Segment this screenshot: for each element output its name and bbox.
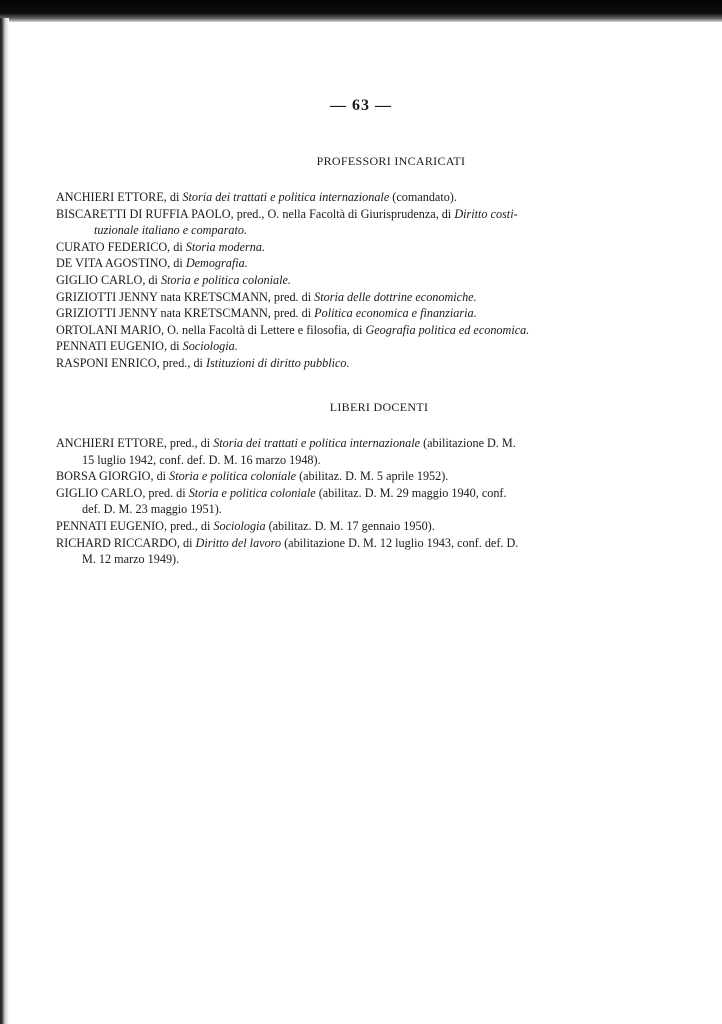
list-item: [56, 322, 676, 339]
entry-subject: Storia e politica coloniale: [169, 469, 297, 484]
entry-text: nata KRETSCMANN, pred. di: [157, 289, 315, 304]
entry-subject: Diritto costi-: [454, 206, 518, 221]
entry-name: ANCHIERI ETTORE: [56, 190, 164, 204]
entry-text: , di: [163, 190, 183, 204]
entry-text: , pred. di: [142, 485, 189, 500]
entry-tail: (abilitaz. D. M. 17 gennaio 1950).: [265, 518, 435, 533]
entry-subject: Diritto del lavoro: [195, 535, 282, 550]
entry-name: GRIZIOTTI JENNY: [56, 306, 158, 321]
liberi-docenti-list: [56, 435, 676, 568]
entry-tail: (comandato).: [389, 190, 457, 204]
entry-text: , pred., O. nella Facoltà di Giurisprudenza, di: [230, 206, 455, 221]
entry-tail: (abilitazione D. M. 12 luglio 1943, conf. def. D.: [281, 535, 519, 550]
list-item: [56, 255, 676, 272]
entry-name: RICHARD RICCARDO: [56, 535, 177, 550]
entry-continuation: tuzionale italiano e comparato.: [94, 223, 248, 238]
entry-text: , di: [167, 239, 186, 254]
list-item: [56, 305, 676, 322]
entry-name: CURATO FEDERICO: [56, 239, 168, 254]
entry-continuation: M. 12 marzo 1949).: [82, 552, 180, 567]
entry-name: ANCHIERI ETTORE: [56, 436, 164, 450]
scan-left-border: [0, 18, 9, 1024]
list-item: [56, 535, 676, 568]
entry-subject: Sociologia: [213, 518, 266, 533]
entry-text: , di: [167, 256, 186, 271]
section-heading-professori: PROFESSORI INCARICATI: [316, 154, 466, 168]
list-item: [56, 338, 676, 355]
entry-name: GIGLIO CARLO: [56, 272, 143, 287]
entry-text: , O. nella Facoltà di Lettere e filosofia, di: [161, 322, 366, 337]
entry-subject: Demografia.: [185, 256, 248, 271]
entry-subject: Storia dei trattati e politica internazionale: [213, 436, 421, 450]
entry-name: GIGLIO CARLO: [56, 485, 143, 500]
entry-text: , di: [176, 535, 196, 550]
entry-name: PENNATI EUGENIO: [56, 518, 164, 533]
entry-name: GRIZIOTTI JENNY: [56, 289, 158, 304]
entry-subject: Storia e politica coloniale: [188, 485, 316, 500]
entry-text: nata KRETSCMANN, pred. di: [157, 306, 315, 321]
list-item: [56, 435, 676, 468]
list-item: [56, 289, 676, 306]
list-item: [56, 485, 676, 518]
entry-text: , pred., di: [163, 436, 214, 450]
entry-subject: Storia dei trattati e politica internazionale: [182, 190, 390, 204]
entry-text: , di: [142, 272, 161, 287]
section-heading-liberi-docenti: LIBERI DOCENTI: [329, 400, 429, 414]
list-item: [56, 355, 676, 372]
entry-tail: (abilitazione D. M.: [420, 436, 516, 450]
entry-tail: (abilitaz. D. M. 29 maggio 1940, conf.: [315, 485, 507, 500]
scan-top-border: [0, 0, 722, 22]
list-item: [56, 189, 676, 206]
entry-text: , pred., di: [163, 518, 214, 533]
entry-subject: Istituzioni di diritto pubblico.: [205, 355, 350, 370]
professori-list: [56, 189, 676, 372]
entry-text: , di: [150, 469, 170, 484]
entry-name: PENNATI EUGENIO: [56, 339, 164, 354]
entry-continuation: 15 luglio 1942, conf. def. D. M. 16 marzo 1948).: [82, 452, 321, 467]
entry-name: RASPONI ENRICO: [56, 355, 157, 370]
entry-name: DE VITA AGOSTINO: [56, 256, 168, 271]
entry-text: , pred., di: [156, 355, 206, 370]
list-item: [56, 239, 676, 256]
list-item: [56, 518, 676, 535]
list-item: [56, 468, 676, 485]
entry-subject: Politica economica e finanziaria.: [314, 306, 477, 321]
entry-subject: Storia delle dottrine economiche.: [314, 289, 477, 304]
entry-continuation: def. D. M. 23 maggio 1951).: [82, 502, 222, 517]
entry-subject: Storia e politica coloniale.: [160, 272, 291, 287]
entry-name: ORTOLANI MARIO: [56, 322, 162, 337]
page-number: — 63 —: [330, 97, 392, 114]
entry-text: , di: [163, 339, 183, 354]
entry-subject: Geografia politica ed economica.: [365, 322, 530, 337]
entry-subject: Storia moderna.: [185, 239, 266, 254]
entry-name: BISCARETTI DI RUFFIA PAOLO: [56, 206, 231, 221]
entry-name: BORSA GIORGIO: [56, 469, 151, 484]
list-item: [56, 272, 676, 289]
entry-tail: (abilitaz. D. M. 5 aprile 1952).: [296, 469, 449, 484]
entry-subject: Sociologia.: [182, 339, 238, 354]
list-item: [56, 206, 676, 239]
